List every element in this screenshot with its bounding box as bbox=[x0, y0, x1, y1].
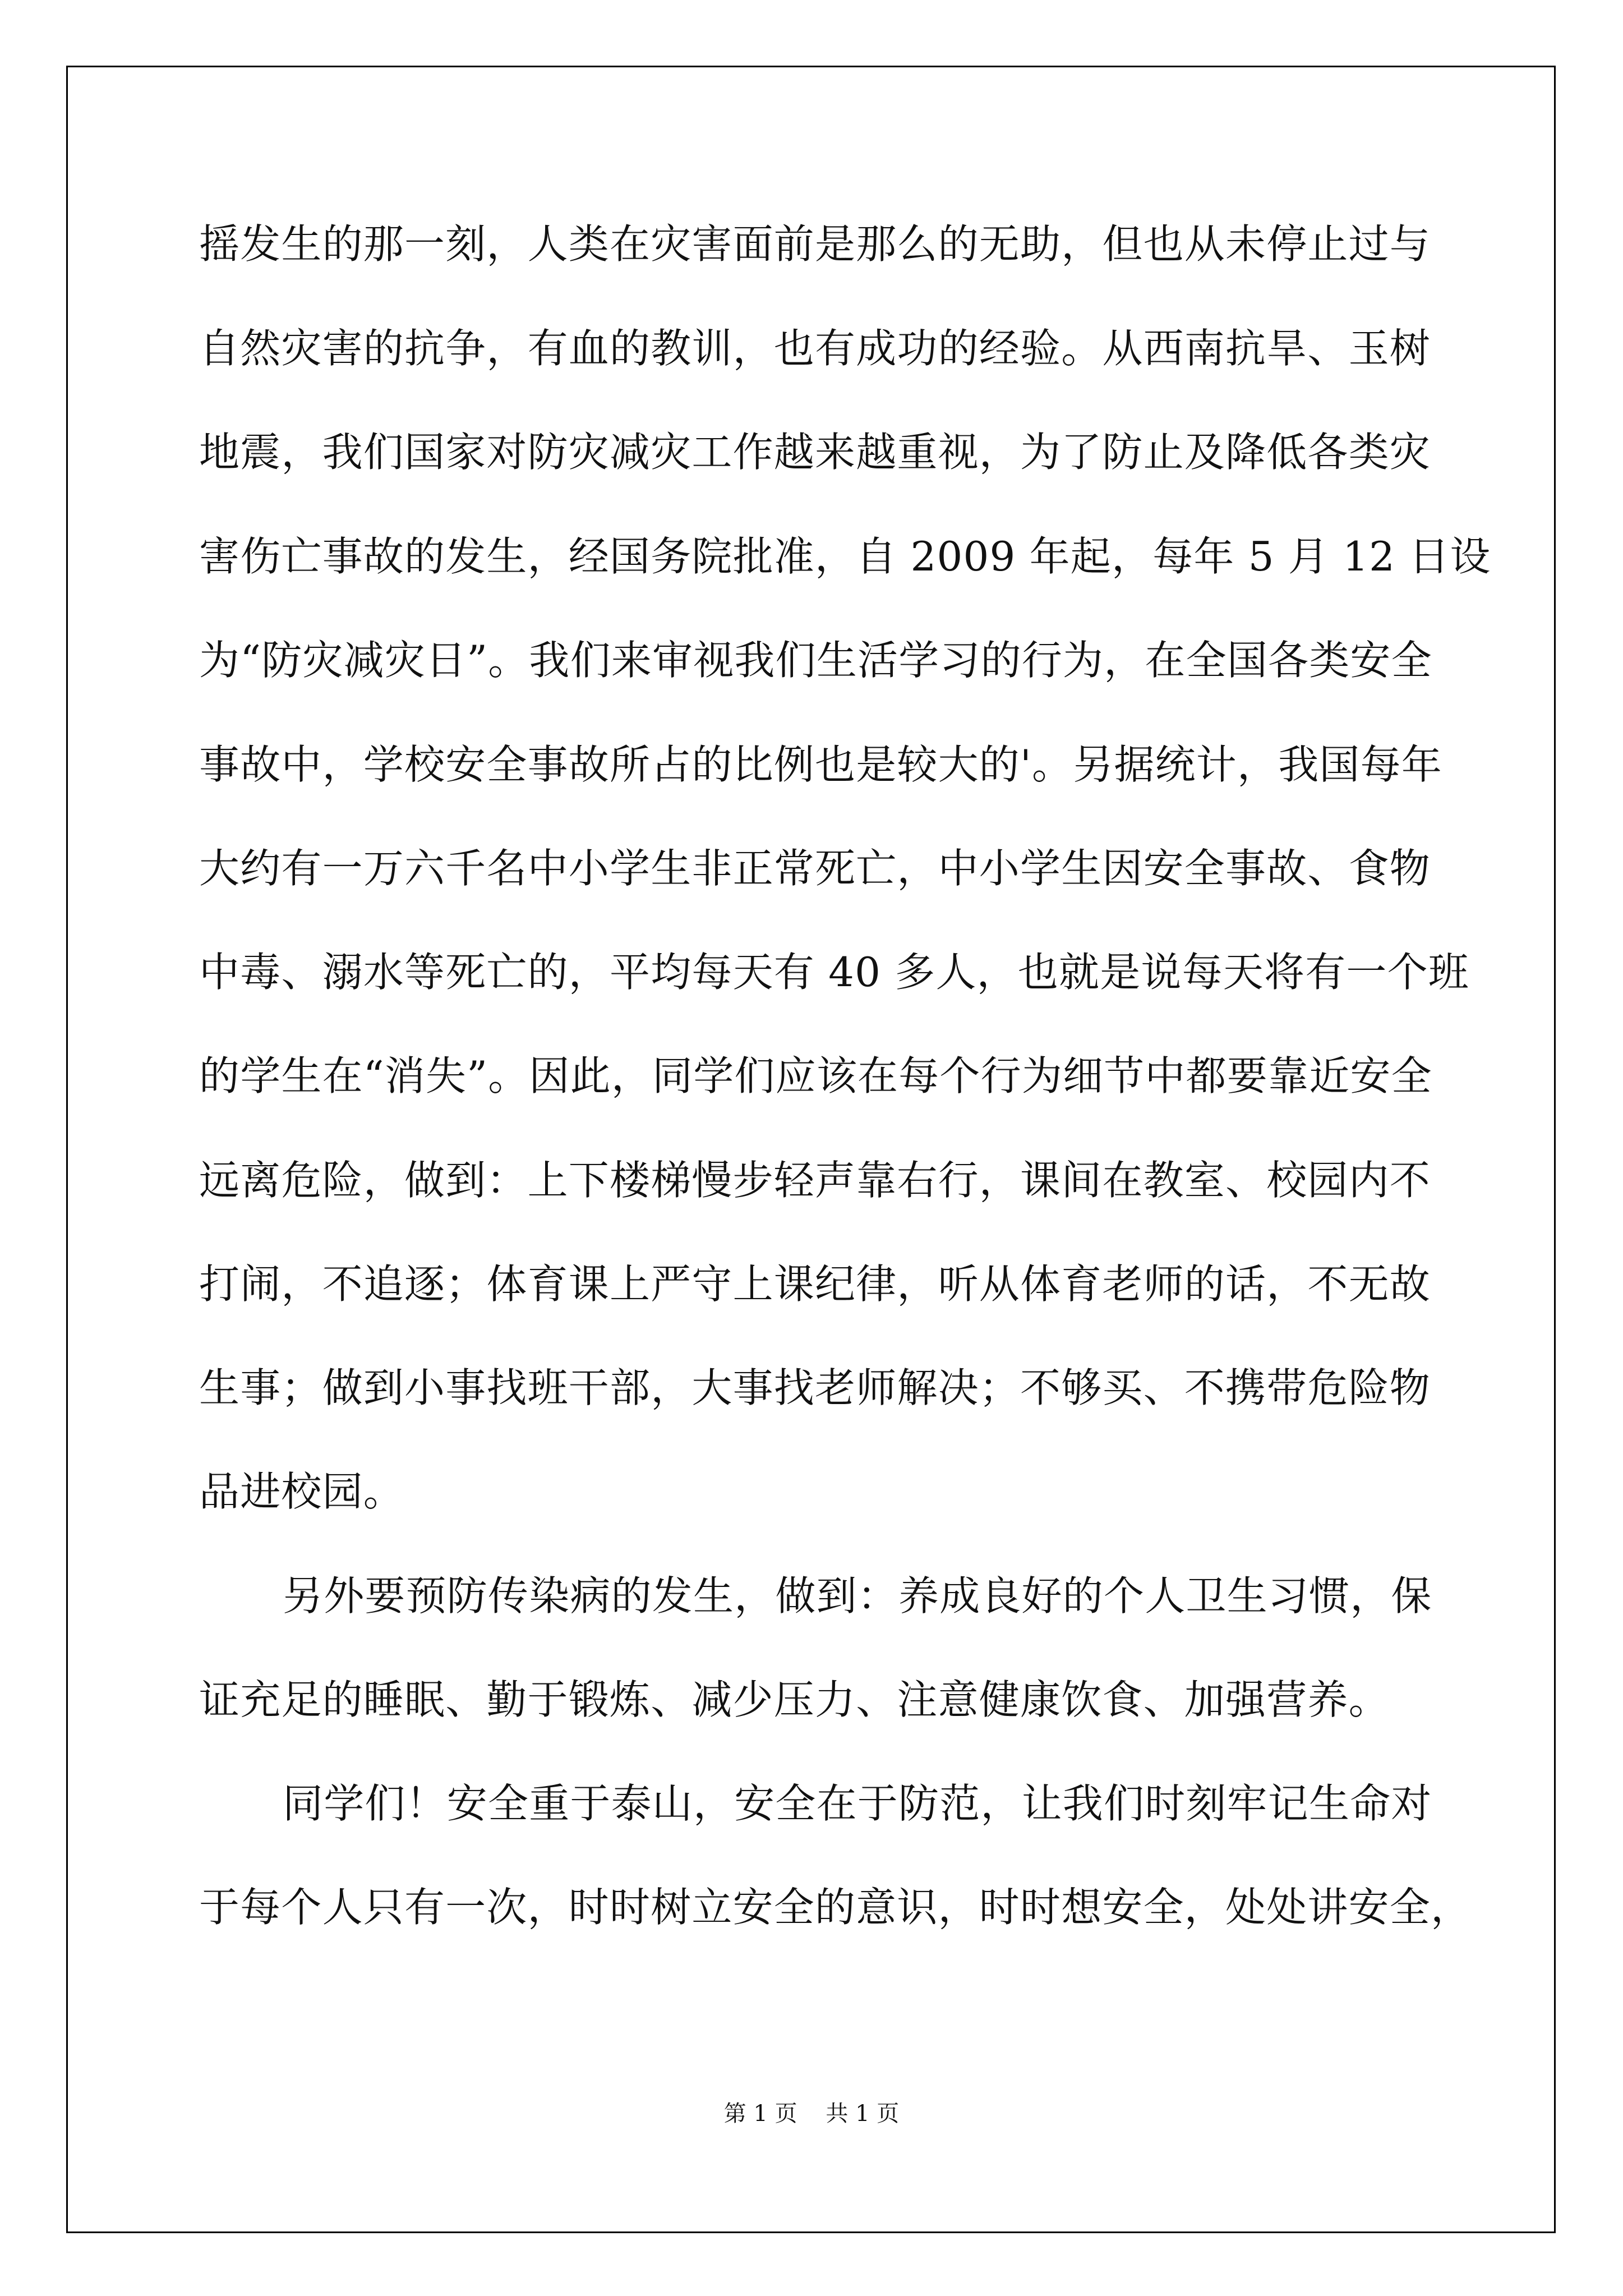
text-line: 的学生在“消失”。因此，同学们应该在每个行为细节中都要靠近安全 bbox=[199, 1052, 1432, 1099]
text-line: 事故中，学校安全事故所占的比例也是较大的'。另据统计，我国每年 bbox=[199, 741, 1442, 788]
text-line: 品进校园。 bbox=[199, 1468, 405, 1515]
text-line: 大约有一万六千名中小学生非正常死亡，中小学生因安全事故、食物 bbox=[199, 845, 1431, 892]
text-line: 中毒、溺水等死亡的，平均每天有 40 多人，也就是说每天将有一个班 bbox=[199, 949, 1469, 996]
text-line: 自然灾害的抗争，有血的教训，也有成功的经验。从西南抗旱、玉树 bbox=[199, 325, 1431, 372]
paragraph-first-line: 另外要预防传染病的发生，做到：养成良好的个人卫生习惯，保 bbox=[283, 1572, 1432, 1619]
text-line: 生事；做到小事找班干部，大事找老师解决；不够买、不携带危险物 bbox=[199, 1364, 1431, 1411]
text-line: 摇发生的那一刻，人类在灾害面前是那么的无助，但也从未停止过与 bbox=[199, 220, 1431, 268]
text-line: 打闹，不追逐；体育课上严守上课纪律，听从体育老师的话，不无故 bbox=[199, 1260, 1431, 1308]
paragraph-first-line: 同学们！安全重于泰山，安全在于防范，让我们时刻牢记生命对 bbox=[283, 1780, 1432, 1827]
text-line: 远离危险，做到：上下楼梯慢步轻声靠右行，课间在教室、校园内不 bbox=[199, 1157, 1431, 1204]
text-line: 证充足的睡眠、勤于锻炼、减少压力、注意健康饮食、加强营养。 bbox=[199, 1676, 1390, 1723]
text-line: 于每个人只有一次，时时树立安全的意识，时时想安全，处处讲安全， bbox=[199, 1884, 1472, 1931]
text-line: 害伤亡事故的发生，经国务院批准，自 2009 年起，每年 5 月 12 日设 bbox=[199, 533, 1491, 580]
text-line: 地震，我们国家对防灾减灾工作越来越重视，为了防止及降低各类灾 bbox=[199, 429, 1431, 476]
page-number-footer: 第 1 页 共 1 页 bbox=[723, 2101, 900, 2127]
text-line: 为“防灾减灾日”。我们来审视我们生活学习的行为，在全国各类安全 bbox=[199, 637, 1432, 684]
